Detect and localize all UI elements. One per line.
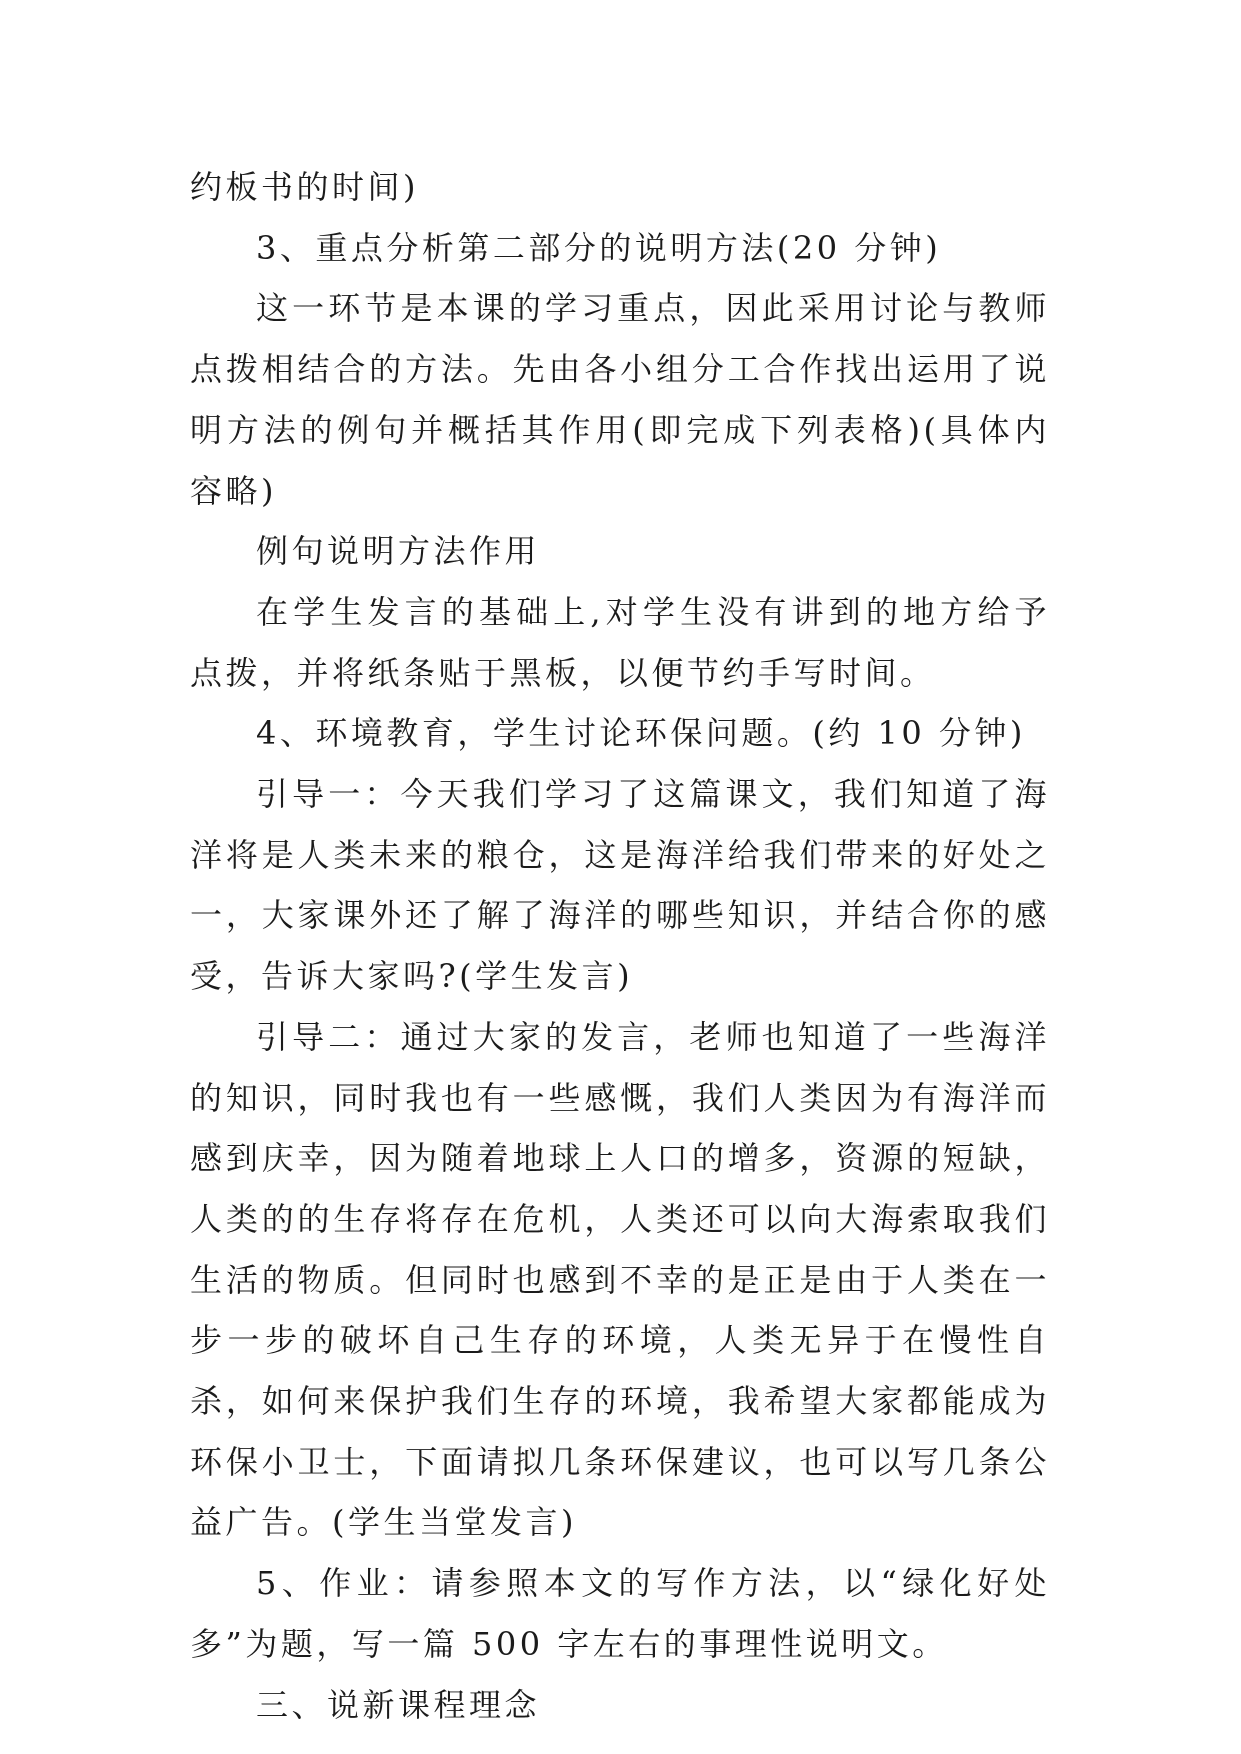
paragraph-discussion-method: 这一环节是本课的学习重点，因此采用讨论与教师点拨相结合的方法。先由各小组分工合作找出运用了说明方法的例句并概括其作用(即完成下列表格)(具体内容略) xyxy=(190,289,1050,510)
document-body xyxy=(190,157,1050,1735)
paragraph-guidance: 在学生发言的基础上,对学生没有讲到的地方给予点拨，并将纸条贴于黑板，以便节约手写时间。 xyxy=(190,592,1050,692)
table-header-line: 例句说明方法作用 xyxy=(256,532,541,571)
paragraph-guide-two: 引导二：通过大家的发言，老师也知道了一些海洋的知识，同时我也有一些感慨，我们人类因为有海洋而感到庆幸，因为随着地球上人口的增多，资源的短缺，人类的的生存将存在危机，人类还可以向大海索取我们生活的物质。但同时也感到不幸的是正是由于人类在一步一步的破坏自己生存的环境，人类无异于在慢性自杀，如何来保护我们生存的环境，我希望大家都能成为环保小卫士，下面请拟几条环保建议，也可以写几条公益广告。(学生当堂发言) xyxy=(190,1017,1050,1542)
section-heading-3: 3、重点分析第二部分的说明方法(20 分钟) xyxy=(256,228,942,267)
paragraph-guide-one: 引导一：今天我们学习了这篇课文，我们知道了海洋将是人类未来的粮仓，这是海洋给我们带来的好处之一，大家课外还了解了海洋的哪些知识，并结合你的感受，告诉大家吗?(学生发言) xyxy=(190,775,1050,996)
section-heading-three: 三、说新课程理念 xyxy=(256,1685,541,1724)
section-heading-4: 4、环境教育，学生讨论环保问题。(约 10 分钟) xyxy=(256,714,1026,753)
section-heading-5-homework: 5、作业：请参照本文的写作方法，以“绿化好处多”为题，写一篇 500 字左右的事理性说明文。 xyxy=(190,1564,1050,1663)
paragraph-continuation: 约板书的时间) xyxy=(190,168,419,206)
